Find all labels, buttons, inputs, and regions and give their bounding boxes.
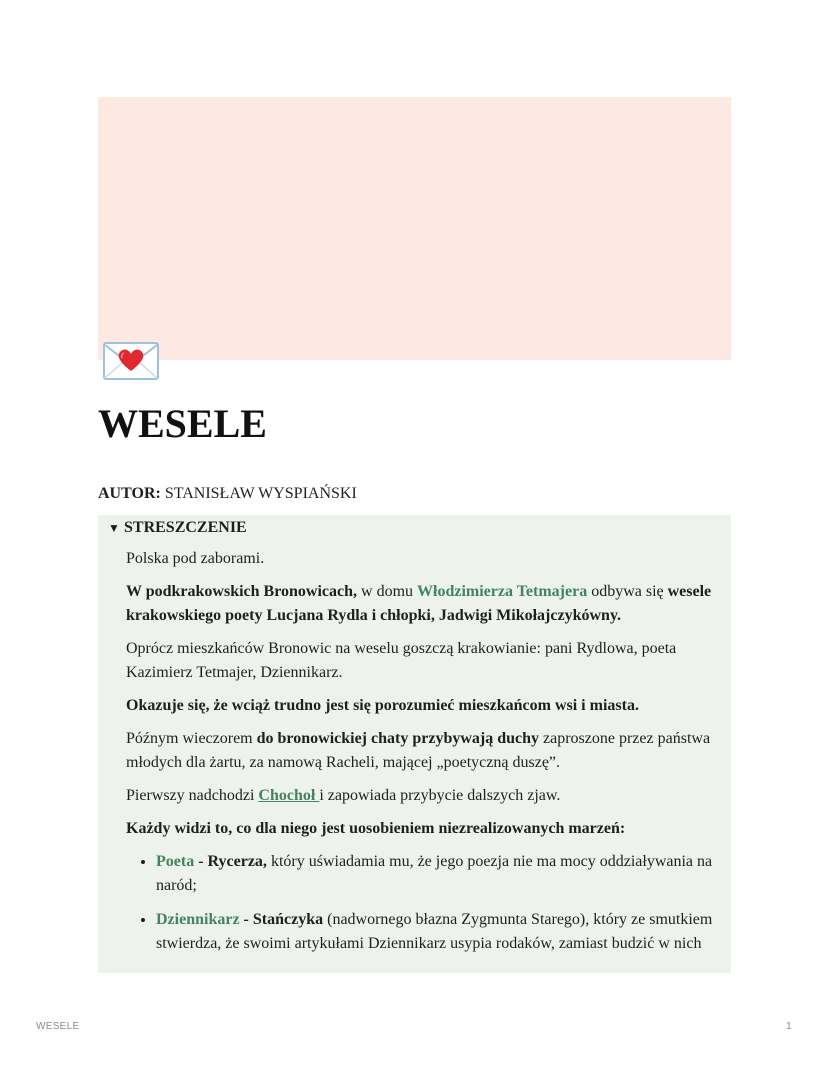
highlighted-name: Włodzimierza Tetmajera [417,583,588,600]
love-letter-icon [101,338,161,384]
list-item [156,850,722,898]
text: który uświadamia mu, że jego poezja nie ma mocy oddziaływania na naród; [156,853,713,894]
author-name: STANISŁAW WYSPIAŃSKI [160,485,357,502]
character-list [126,850,722,956]
bold-text: Okazuje się, że wciąż trudno jest się porozumieć mieszkańcom wsi i miasta. [126,697,639,714]
text: (nadwornego błazna Zygmunta Starego), który ze smutkiem stwierdza, że swoimi artykułami Dziennikarz usypia rodaków, zamiast budzić w nich [156,911,713,952]
paragraph-1: Polska pod zaborami. [126,550,265,567]
bold-text: Każdy widzi to, co dla niego jest uosobieniem niezrealizowanych marzeń: [126,820,626,837]
author-line [98,483,357,505]
page-number: 1 [786,1021,792,1032]
cover-image [98,97,731,360]
bold-text: do bronowickiej chaty przybywają duchy [256,730,540,747]
paragraph-6 [126,784,722,808]
list-item [156,908,722,956]
toggle-triangle-icon[interactable]: ▼ [108,521,120,535]
text: w domu [357,583,418,600]
character-name: Poeta [156,853,195,870]
paragraph-3: Oprócz mieszkańców Bronowic na weselu goszczą krakowianie: pani Rydlowa, poeta Kazimierz Tetmajer, Dziennikarz. [126,640,677,681]
footer-title: WESELE [36,1021,80,1032]
paragraph-5 [126,727,722,775]
text: zaproszone przez państwa młodych dla żartu, za namową Racheli, mającej „poetyczną duszę”. [126,730,711,771]
bold-text: wesele krakowskiego poety Lucjana Rydla i chłopki, Jadwigi Mikołajczykówny. [126,583,712,624]
summary-callout [98,515,731,973]
apparition-name: Stańczyka [252,911,324,928]
page-title: WESELE [98,401,267,446]
summary-toggle-label[interactable]: STRESZCZENIE [124,519,247,536]
author-label: AUTOR: [98,485,161,502]
text: Pierwszy nadchodzi [126,787,259,804]
bold-text: W podkrakowskich Bronowicach, [126,583,358,600]
separator: - [239,911,253,928]
paragraph-7 [126,817,722,841]
text: odbywa się [587,583,668,600]
text: i zapowiada przybycie dalszych zjaw. [319,787,561,804]
separator: - [194,853,208,870]
character-name: Dziennikarz [156,911,240,928]
text: Późnym wieczorem [126,730,257,747]
paragraph-4 [126,694,722,718]
chocholl-link[interactable]: Chochoł [258,787,320,804]
paragraph-2 [126,580,722,628]
apparition-name: Rycerza, [207,853,267,870]
summary-content [126,547,722,966]
summary-toggle[interactable] [108,517,247,539]
